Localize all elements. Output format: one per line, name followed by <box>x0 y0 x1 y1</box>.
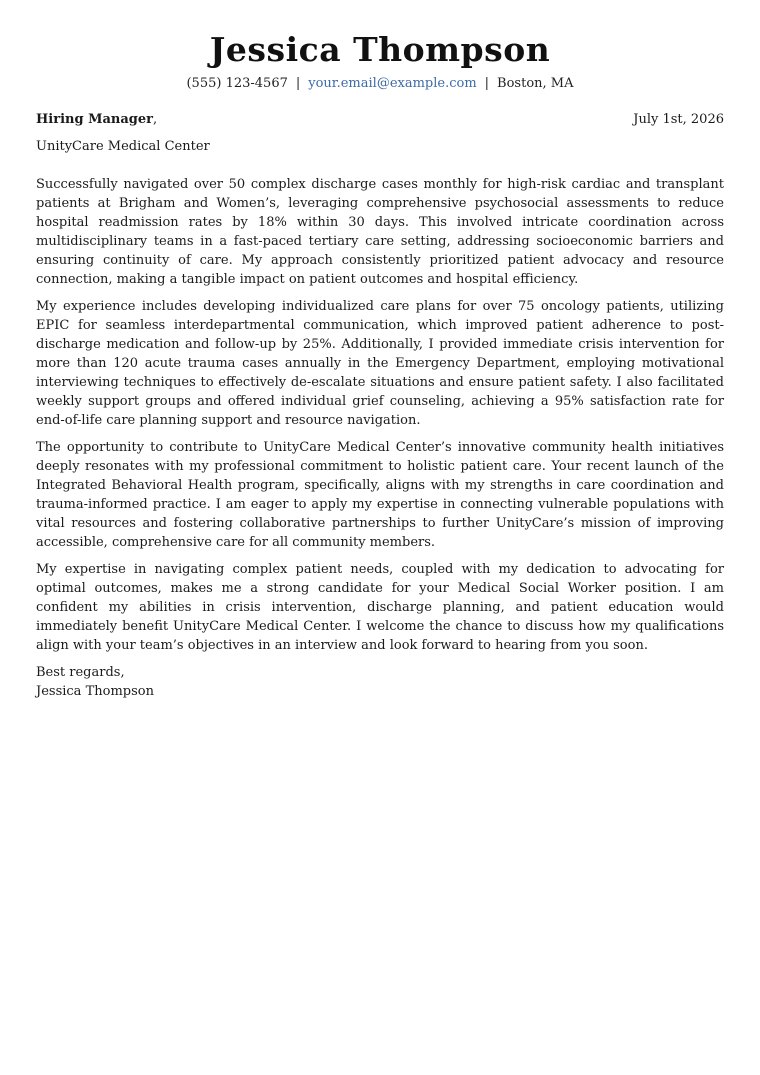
signature: Jessica Thompson <box>36 684 154 699</box>
closing-phrase: Best regards, <box>36 665 125 680</box>
location: Boston, MA <box>497 76 574 91</box>
recipient-comma: , <box>152 112 158 127</box>
applicant-name: Jessica Thompson <box>209 30 551 69</box>
contact-line <box>36 75 724 93</box>
body-paragraph: My experience includes developing individualized care plans for over 75 oncology patients, utilizing EPIC for seamless interdepartmental communication, which improved patient adherence to post-discharge medication and follow-up by 25%. Additionally, I provided immediate crisis intervention for more than 120 acute trauma cases annually in the Emergency Department, employing motivational interviewing techniques to effectively de-escalate situations and ensure patient safety. I also facilitated weekly support groups and offered individual grief counseling, achieving a 95% satisfaction rate for end-of-life care planning support and resource navigation. <box>36 299 724 428</box>
body-paragraph: Successfully navigated over 50 complex discharge cases monthly for high-risk cardiac and transplant patients at Brigham and Women’s, leveraging comprehensive psychosocial assessments to reduce hospital readmission rates by 18% within 30 days. This involved intricate coordination across multidisciplinary teams in a fast-paced tertiary care setting, addressing socioeconomic barriers and ensuring continuity of care. My approach consistently prioritized patient advocacy and resource connection, making a tangible impact on patient outcomes and hospital efficiency. <box>36 177 724 287</box>
recipient-line <box>36 111 157 129</box>
letter-body <box>36 175 724 655</box>
email-link[interactable]: your.email@example.com <box>308 76 477 91</box>
phone-number: (555) 123-4567 <box>186 76 288 91</box>
body-paragraph: The opportunity to contribute to UnityCare Medical Center’s innovative community health initiatives deeply resonates with my professional commitment to holistic patient care. Your recent launch of the Integrated Behavioral Health program, specifically, aligns with my strengths in care coordination and trauma-informed practice. I am eager to apply my expertise in connecting vulnerable populations with vital resources and fostering collaborative partnerships to further UnityCare’s mission of improving accessible, comprehensive care for all community members. <box>36 440 724 550</box>
recipient: Hiring Manager <box>36 112 153 127</box>
company-name: UnityCare Medical Center <box>36 139 210 154</box>
salutation-row <box>36 111 724 129</box>
body-paragraph: My expertise in navigating complex patient needs, coupled with my dedication to advocating for optimal outcomes, makes me a strong candidate for your Medical Social Worker position. I am confident my abilities in crisis intervention, discharge planning, and patient education would immediately benefit UnityCare Medical Center. I welcome the chance to discuss how my qualifications align with your team’s objectives in an interview and look forward to hearing from you soon. <box>36 562 724 653</box>
letter-date: July 1st, 2026 <box>633 112 724 127</box>
contact-separator: | <box>484 76 490 91</box>
contact-separator: | <box>295 76 301 91</box>
closing-block <box>36 663 724 701</box>
